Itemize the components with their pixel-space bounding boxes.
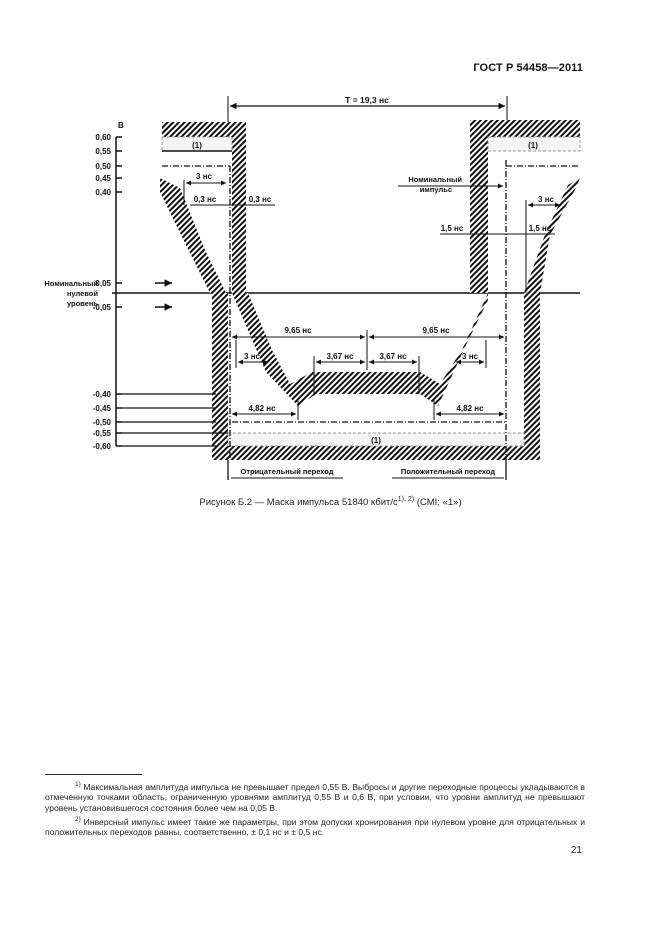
- svg-text:3 нс: 3 нс: [538, 195, 554, 204]
- mask-inner-bottom: [232, 293, 488, 406]
- svg-text:T = 19,3 нс: T = 19,3 нс: [345, 95, 389, 105]
- svg-text:0,55: 0,55: [95, 147, 111, 156]
- svg-text:-0,05: -0,05: [92, 303, 111, 312]
- document-id: ГОСТ Р 54458—2011: [473, 62, 583, 74]
- footnote-2: $^{2)}$ Инверсный импульс имеет такие же параметры, при этом допуски хронирования при нулевом уровне для отрицательных и положительных переходов равны, соответственно, ± 0,1 нс и ± 0,5 нс.: [45, 816, 585, 838]
- figure-caption: Рисунок Б.2 — Маска импульса 51840 кбит/$с^{1), 2)}$ (CMI; «1»): [199, 496, 462, 509]
- transition-labels: [228, 460, 506, 480]
- svg-text:0,3 нс: 0,3 нс: [193, 195, 217, 204]
- svg-text:4,82 нс: 4,82 нс: [248, 404, 276, 413]
- page-number: 21: [570, 845, 582, 856]
- svg-text:-0,60: -0,60: [92, 442, 111, 451]
- svg-text:В: В: [118, 121, 124, 130]
- svg-text:Отрицательный переход: Отрицательный переход: [240, 467, 334, 476]
- svg-text:1,5 нс: 1,5 нс: [440, 224, 464, 233]
- svg-text:(1): (1): [528, 141, 538, 150]
- period-dimension: [228, 95, 507, 140]
- svg-text:-0,45: -0,45: [92, 404, 111, 413]
- svg-text:Номинальный: Номинальный: [408, 175, 462, 184]
- svg-text:9,65 нс: 9,65 нс: [422, 326, 450, 335]
- svg-text:(1): (1): [192, 141, 202, 150]
- svg-text:3,67 нс: 3,67 нс: [379, 352, 407, 361]
- svg-text:3 нс: 3 нс: [462, 352, 478, 361]
- svg-text:импульс: импульс: [419, 185, 452, 194]
- svg-text:0,40: 0,40: [95, 188, 111, 197]
- svg-text:-0,55: -0,55: [92, 429, 111, 438]
- svg-text:0,05: 0,05: [95, 279, 111, 288]
- svg-text:0,45: 0,45: [95, 174, 111, 183]
- svg-text:Номинальный: Номинальный: [44, 279, 98, 288]
- svg-text:Положительный переход: Положительный переход: [400, 467, 496, 476]
- svg-text:4,82 нс: 4,82 нс: [456, 404, 484, 413]
- svg-text:-0,40: -0,40: [92, 390, 111, 399]
- svg-text:3 нс: 3 нс: [196, 172, 212, 181]
- nominal-zero-level: [44, 279, 580, 308]
- svg-text:9,65 нс: 9,65 нс: [284, 326, 312, 335]
- svg-text:0,50: 0,50: [95, 162, 111, 171]
- svg-text:-0,50: -0,50: [92, 418, 111, 427]
- svg-text:уровень: уровень: [66, 299, 98, 308]
- svg-text:0,3 нс: 0,3 нс: [248, 195, 272, 204]
- footnote-1: $^{1)}$ Максимальная амплитуда импульса не превышает предел 0,55 В. Выбросы и другие переходные процессы укладываются в отмеченную точками область, ограниченную уровнями амплитуд 0,55 В и 0,6 В, при условии, что уровни амплитуд не превышают уровень установившегося состояния более чем на 0,05 В.: [45, 781, 585, 814]
- svg-text:3 нс: 3 нс: [244, 352, 260, 361]
- svg-text:(1): (1): [371, 436, 381, 445]
- svg-text:нулевой: нулевой: [66, 289, 98, 298]
- svg-text:0,60: 0,60: [95, 133, 111, 142]
- footnote-divider: [45, 774, 142, 775]
- svg-text:1,5 нс: 1,5 нс: [528, 224, 552, 233]
- svg-text:3,67 нс: 3,67 нс: [326, 352, 354, 361]
